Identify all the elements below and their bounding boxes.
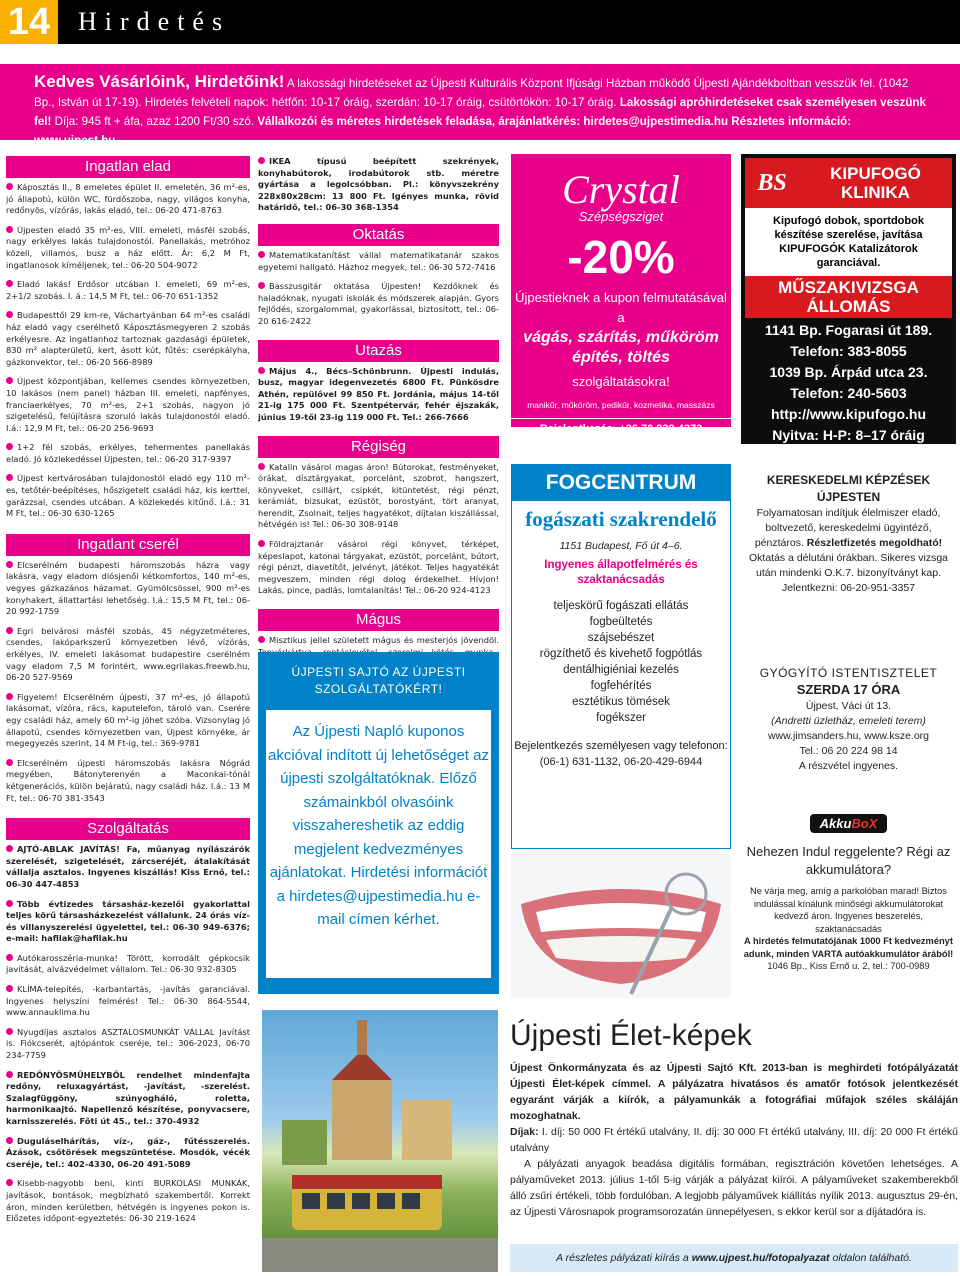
gyogyito-address: Újpest, Váci út 13.	[805, 700, 892, 712]
ad-text: Matematikatanítást vállal matematikatanár szakos egyetemi hallgató. Házhoz megyek, tel.: 06-30 572-7416	[258, 249, 499, 272]
akkubox-text	[741, 885, 956, 973]
akkubox-logo	[810, 814, 888, 833]
list-item	[6, 442, 250, 465]
ad-text: Újpest központjában, kellemes csendes környezetben, 10 lakásos (nem panel) házban III. emeleti, napfényes, franciaerkélyes, 70 m²-es, 2+1 szobás, nagyon jó szigetelésű, felújításra szoruló lakás tulajdonostól eladó. I.á.: 12,9 M Ft, tel.: 06-20 256-9693	[6, 376, 250, 433]
bullet-icon	[6, 226, 13, 233]
list-item: dentálhigiéniai kezelés	[563, 664, 679, 676]
ad-text: Földrajztanár vásárol régi könyvet, térképet, képeslapot, katonai tárgyakat, ezüstöt, porcelánt, bútort, régi pénzt, diavetítőt, jelvényt, játékot. Teljes hagyatékát megveszem, minden régi dolog érdekelhet. Hívjon! Lakás, pince, padlás, lomtalanítás! Tel.: 06-20 924-4123	[258, 539, 499, 596]
list-item: teljeskörű fogászati ellátás	[553, 600, 689, 612]
list-item	[6, 953, 250, 976]
bullet-icon	[6, 280, 13, 287]
ad-text: REDŐNYÖSMŰHELYBŐL rendelhet mindenfajta redőny, reluxagyártást, -javítást, -szerelést. Szalagfüggöny, szúnyogháló, roletta, harmonikaajtó. Napellenző készítése, ponyvacsere, karnisszerelés. Főti út 45., tel.: 370-4932	[6, 1069, 250, 1126]
fogcentrum-ad	[511, 464, 731, 849]
gyogyito-tel: Tel.: 06 20 224 98 14	[799, 745, 898, 757]
fogcentrum-booking: Bejelentkezés személyesen vagy telefonon: (06-1) 631-1132, 06-20-429-6944	[514, 740, 728, 768]
bullet-icon	[6, 627, 13, 634]
list-item: esztétikus tömések	[572, 696, 670, 708]
kipufogo-addr-1: 1141 Bp. Fogarasi út 189.	[764, 322, 933, 338]
kipufogo-web: http://www.kipufogo.hu	[771, 406, 926, 422]
elet-kepek-title: Újpesti Élet-képek	[510, 1019, 752, 1052]
photo-illustration	[262, 1010, 498, 1272]
kipufogo-addr-2: 1039 Bp. Árpád utca 23.	[769, 364, 928, 380]
footer-link[interactable]: www.ujpest.hu/fotopalyazat	[691, 1252, 830, 1264]
bullet-icon	[258, 251, 265, 258]
list-item	[6, 1178, 250, 1224]
fogcentrum-subtitle: fogászati szakrendelő	[525, 507, 717, 531]
list-item	[6, 473, 250, 519]
list-item	[258, 366, 499, 424]
fogcentrum-address: 1151 Budapest, Fő út 4–6.	[559, 540, 683, 552]
bullet-icon	[258, 540, 265, 547]
akkubox-offer: A hirdetés felmutatójának 1000 Ft kedvezményt adunk, minden VARTA autóakkumulátor árából!	[743, 936, 954, 959]
list-item	[6, 1136, 250, 1171]
bullet-icon	[6, 377, 13, 384]
elet-kepek-prizes-text: I. díj: 50 000 Ft értékű utalvány, II. díj: 30 000 Ft értékű utalvány, III. díj: 20 000 Ft értékű utalvány	[510, 1126, 958, 1154]
kipufogo-hours: Nyitva: H-P: 8–17 óráig	[772, 427, 925, 443]
crystal-line-1: Újpestieknek a kupon felmutatásával a	[515, 290, 727, 325]
list-item	[258, 156, 499, 214]
banner-lead: Kedves Vásárlóink, Hirdetőink!	[34, 72, 285, 91]
elet-kepek-body: A pályázati anyagok beadása digitális formában, regisztráción követően lehetséges. A pályaműveket 2013. július 1-től 5-ig várják a pályázat kiírói. A pályaműveket szakemberekből álló zsűri értékeli, több fordulóban. A legjobb pályaművek kiállítás nyílik 2013. augusztus 29-én, az Újpesti Városnapok programsorozatán ünnepélyesen, s ekkor kerül sor a díjátadóra is.	[510, 1158, 958, 1218]
bullet-icon	[258, 636, 265, 643]
bullet-icon	[6, 311, 13, 318]
teeth-photo	[511, 854, 731, 998]
ad-text: Több évtizedes társasház-kezelői gyakorlattal teljes körű társasházkezelést vállalunk. 24 órás víz-és villanyszerelési ügyelettel, tel.: 06-30 949-6376; e-mail: hafilak@hafilak.hu	[6, 898, 250, 944]
elet-kepek-prizes-label: Díjak:	[510, 1126, 539, 1138]
bullet-icon	[6, 693, 13, 700]
list-item	[6, 899, 250, 945]
crystal-phone: Bejelentkezés: +36 70 239 4373	[511, 418, 731, 440]
page-number: 14	[0, 0, 58, 44]
bullet-icon	[6, 954, 13, 961]
ad-text: Május 4., Bécs–Schönbrunn. Újpesti indulás, busz, magyar idegenvezetés 6800 Ft. Pünkösdre Athén, repülővel 99 850 Ft. Jordánia, május 14-től 21-ig 175 000 Ft. Szentpétervár, fehér éjszakák, június 19-től 23-ig 119 000 Ft. Tel.: 266-7666	[258, 365, 499, 422]
kipufogo-title: KIPUFOGÓ KLINIKA	[830, 164, 921, 202]
bullet-icon	[6, 900, 13, 907]
ad-text: Basszusgitár oktatása Újpesten! Kezdőknek és haladóknak, nyugati iskolák és módszerek alapján. Gyors fejlődés, szorgalommal, gyakorlással, biztosított, tel.: 06-20 616-2422	[258, 281, 499, 326]
akkubox-body: Ne várja meg, amíg a parkolóban marad! Biztos indulással kínálunk minőségi akkumulátorokat kedvező áron. Ingyenes beszerelés, szaktanácsadás	[750, 886, 947, 934]
list-item	[258, 462, 499, 532]
category-ingatlan-cserel: Ingatlant cserél	[6, 534, 250, 556]
crystal-line-2: szolgáltatásokra!	[572, 374, 670, 389]
banner-text-1: A lakossági hirdetéseket az Újpesti Kulturális Központ Ifjúsági Házban működő Újpesti Ajándékboltban vesszük fel. (1042 Bp., István út 17-19). Hirdetés felvételi napok: hétfőn: 10-17 óráig, szerdán: 10-17 óráig, csütörtökön: 10-17 óráig.	[34, 77, 909, 109]
banner-bold-2: Vállalkozói és méretes hirdetések feladása, árajánlatkérés: hirdetes@ujpestimedia.hu Részletes információ: www.ujpest.hu	[34, 115, 852, 147]
list-item	[6, 310, 250, 368]
akkubox-question: Nehezen Indul reggelente? Régi az akkumulátora?	[746, 844, 951, 877]
crystal-services: manikűr, műköröm, pedikűr, kozmetika, masszázs	[527, 400, 715, 410]
list-item: fogékszer	[596, 712, 646, 724]
bullet-icon	[6, 474, 13, 481]
ad-text: Elcserélném budapesti háromszobás házra vagy lakásra, vagy eladom diósjenői kétkomfortos, 140 m²-es, vegyes gázkazános házamat. Gyümölcsössel, 900 m²-es konyhakert, állattartási lehetőség. I.á.: 15,5 M Ft, tel.: 06-20 992-1759	[6, 559, 250, 617]
kereskedelmi-text: Folyamatosan indítjuk élelmiszer eladó, boltvezető, kereskedelmi ügyintéző, pénztáros.	[754, 507, 941, 549]
kipufogo-ad	[741, 154, 956, 444]
list-item: fogbeültetés	[589, 616, 653, 628]
fogcentrum-free-check: Ingyenes állapotfelmérés és szaktanácsadás	[544, 559, 698, 586]
ad-text: Kisebb-nagyobb beni, kinti BURKOLÁSI MUNKÁK, javítások, bontások, megbízható szakembertől. Korrekt áron, minden kerületben, hétvégén is ingyenes pokon is. Előzetes időpont-egyeztetés: 06-30 219-1624	[6, 1178, 250, 1224]
list-item	[6, 560, 250, 618]
crystal-logo: Crystal	[562, 167, 680, 212]
elet-kepek-prizes	[510, 1124, 958, 1156]
classifieds-column-2	[258, 156, 499, 678]
ad-text: Katalin vásárol magas áron! Bútorokat, festményeket, órákat, dísztárgyakat, porcelánt, szobrot, hangszert, könyveket, csillárt, csipkét, kitüntetést, régi pénzt, kerámiát, bizsukat, ezüstöt, borostyánt, tört aranyat, herendit, Zsolnait, teljes hagyatékot, díjtalan kiszállással, hétvégén is! Tel.: 06-30 308-9148	[258, 461, 499, 530]
crystal-subtitle: Szépségsziget	[578, 209, 664, 224]
sajto-heading: ÚJPESTI SAJTÓ AZ ÚJPESTI SZOLGÁLTATÓKÉRT!	[291, 665, 466, 696]
kereskedelmi-title: KERESKEDELMI KÉPZÉSEK ÚJPESTEN	[766, 473, 931, 504]
bullet-icon	[258, 282, 265, 289]
kereskedelmi-text-2: Oktatás a délutáni órákban. Sikeres vizsga után mindenki O.K.7. bizonyítványt kap. Jelentkezni: 06-20-951-3357	[748, 552, 949, 594]
list-item	[258, 539, 499, 597]
ad-text: Elcserélném újpesti háromszobás lakásra Nógrád megyében, Bátonyterenyén a Maconkai-tónál kétgenerációs, külön bejáratú, nagy családi ház. I.á.: 13 M Ft, tel.: 06-70 381-3543	[6, 757, 250, 803]
footer-text-a: A részletes pályázati kiírás a	[556, 1252, 692, 1264]
kereskedelmi-bold: Részletfizetés megoldható!	[806, 537, 943, 549]
category-utazas: Utazás	[258, 340, 499, 362]
bullet-icon	[6, 1071, 13, 1078]
list-item	[6, 376, 250, 434]
kipufogo-tel-1: Telefon: 383-8055	[790, 343, 907, 359]
ad-text: AJTÓ-ABLAK JAVÍTÁS! Fa, műanyag nyílászárók szerelését, szigetelését, zárcseréjét, átalakítását vállalja asztalos. Ingyenes kiszállás! Kiss Ernő, tel.: 06-30 447-4853	[6, 844, 250, 889]
bullet-icon	[258, 367, 265, 374]
bullet-icon	[258, 157, 265, 164]
footer-text-c: oldalon található.	[829, 1252, 912, 1264]
category-magus: Mágus	[258, 609, 499, 631]
ad-text: Budapesttől 29 km-re, Váchartyánban 64 m²-es családi ház eladó vagy cserélhető Káposztásmegyeren 2 szobás erkélyesre. Az ingatlanhoz tartoznak gazdasági épületek, 830 m² alapterületű, kert, ásott kút, fűtés: cserépkályha, gázkonvektor, tel.: 06-20 566-8989	[6, 310, 250, 367]
kipufogo-brand: BS	[757, 169, 787, 196]
ad-text: Egri belvárosi másfél szobás, 45 négyzetméteres, csendes, lakóparkszerű környezetben lévő, vízórás, erkélyes, IV. emeleti lakásomat budapestire cserélném vagy eladom 7,5 M forintért, www.egrilakas.freewb.hu, 06-20 527-9569	[6, 625, 250, 683]
kipufogo-tel-2: Telefon: 240-5603	[790, 385, 907, 401]
category-regiseg: Régiség	[258, 436, 499, 458]
bullet-icon	[6, 1028, 13, 1035]
list-item	[6, 279, 250, 302]
akkubox-address: 1046 Bp., Kiss Ernő u. 2, tel.: 700-0989	[767, 961, 930, 971]
bullet-icon	[6, 1179, 13, 1186]
akkubox-logo-a: Akku	[819, 816, 852, 831]
list-item: rögzíthető és kivehető fogpótlás	[539, 648, 703, 660]
list-item	[6, 626, 250, 684]
akkubox-logo-b: BoX	[851, 816, 878, 831]
elet-kepek-article	[510, 1018, 958, 1264]
ad-text: Eladó lakás! Erdősor utcában I. emeleti, 69 m²-es, 2+1/2 szobás. I. á.: 14,5 M Ft, tel.: 06-70 651-1352	[6, 279, 250, 301]
bullet-icon	[6, 183, 13, 190]
bullet-icon	[6, 1137, 13, 1144]
sajto-promo-box	[258, 652, 499, 994]
info-banner	[0, 64, 960, 147]
list-item	[6, 1027, 250, 1062]
city-tram-photo	[262, 1010, 498, 1272]
gyogyito-day: SZERDA 17 ÓRA	[796, 682, 901, 697]
list-item: szájsebészet	[587, 632, 655, 644]
gyogyito-title: GYÓGYÍTÓ ISTENTISZTELET	[759, 666, 938, 680]
gyogyito-web: www.jimsanders.hu, www.ksze.org	[767, 730, 930, 742]
category-szolgaltatas: Szolgáltatás	[6, 818, 250, 840]
list-item	[6, 1070, 250, 1128]
list-item	[6, 692, 250, 750]
list-item	[258, 281, 499, 327]
ad-text: Nyugdíjas asztalos ASZTALOSMUNKÁT VÁLLAL Javítást is. Fiókcserét, ajtópántok cseréje, tel.: 306-2023, 06-70 234-7759	[6, 1026, 250, 1061]
crystal-bold: vágás, szárítás, műköröm építés, töltés	[523, 329, 719, 366]
ad-text: Újpesten eladó 35 m²-es, VIII. emeleti, másfél szobás, nagy erkélyes lakás tulajdonostól. Panellakás, metróhoz közeli, villamos, busz a ház előtt. Ár: 6,2 M Ft, ingatlanosok kíméljenek, tel.: 06-20 504-9072	[6, 224, 250, 270]
ad-text: 1+2 fél szobás, erkélyes, tehermentes panellakás eladó. Jó közlekedéssel Újpesten, tel.: 06-20 317-9397	[6, 442, 250, 464]
fogcentrum-services	[512, 598, 730, 726]
list-item	[6, 182, 250, 217]
ad-text: Újpest kertvárosában tulajdonostól eladó egy 110 m²-es, tetőtér-beépítéses, hőszigetelt családi ház, kis kerttel, garázzsal, csendes utcában. A közlekedés kitűnő. I.á.: 31 M Ft, tel.: 06-30 630-1265	[6, 473, 250, 519]
bullet-icon	[6, 985, 13, 992]
ad-text: KLÍMA-telepítés, -karbantartás, -javítás garanciával. Ingyenes helyszíni felmérés! Tel.: 06-30 864-5544, www.annauklima.hu	[6, 984, 250, 1018]
bullet-icon	[6, 845, 13, 852]
bullet-icon	[6, 561, 13, 568]
kipufogo-exam: MŰSZAKIVIZSGA ÁLLOMÁS	[745, 276, 952, 318]
crystal-ad	[511, 154, 731, 456]
category-oktatas: Oktatás	[258, 224, 499, 246]
ad-text: Autókarosszéria-munka! Törött, korrodált gépkocsik javítását, alvázvédelmet vállalom. Tel.: 06-30 932-8305	[6, 952, 250, 975]
akkubox-ad	[741, 814, 956, 973]
elet-kepek-lead: Újpest Önkormányzata és az Újpesti Sajtó Kft. 2013-ban is meghirdeti fotópályázatát Újpesti Élet-képek címmel. A pályázatra hivatásos és amatőr fotósok jelentkezését egyaránt várják a kiírók, a pályamunkák a fotográfiai műfajok széles skáláján mozoghatnak.	[510, 1062, 958, 1122]
kipufogo-body: Kipufogó dobok, sportdobok készítése szerelése, javítása KIPUFOGÓK Katalizátorok garanciával.	[745, 208, 952, 276]
page-header	[0, 0, 960, 44]
bullet-icon	[6, 759, 13, 766]
list-item	[6, 758, 250, 804]
list-item: fogfehérítés	[590, 680, 652, 692]
kereskedelmi-ad	[741, 472, 956, 596]
list-item	[6, 844, 250, 890]
gyogyito-note: (Andretti üzletház, emeleti terem)	[771, 715, 926, 727]
ad-text: Káposztás II., 8 emeletes épület II. emeletén, 36 m²-es, jó állapotú, külön WC, fürdőszoba, nagy, világos konyha, redőnyös, vízórás, lakás eladó, tel.: 06-20 471-8763	[6, 182, 250, 216]
fogcentrum-title: FOGCENTRUM	[512, 465, 730, 501]
section-title: Hirdetés	[78, 7, 231, 36]
gyogyito-ad	[741, 666, 956, 774]
elet-kepek-footer	[510, 1244, 958, 1272]
list-item	[6, 225, 250, 271]
classifieds-column-1	[6, 156, 250, 1233]
ad-text: Duguláselhárítás, víz-, gáz-, fűtésszerelés. Ázások, csőtörések megszüntetése. Mosdók, vécék cseréje, tel.: 402-4330, 06-20 491-5089	[6, 1135, 250, 1169]
ad-text: Figyelem! Elcserélném újpesti, 37 m²-es, jó állapotú lakásomat, vízóra, rács, kaputelefon, tároló van. Cserére egy családi ház, amely 60 m²-ig jöhet szóba. Vizsonylag jó állapotú, csendes környezetben van, Újpest környéke, ár megegyezés szerint, 14 M Ft-ig, tel.: 369-9781	[6, 691, 250, 749]
category-ingatlan-elad: Ingatlan elad	[6, 156, 250, 178]
crystal-address: 1043 Budapest, Munkásotthon u. 18.	[543, 446, 699, 456]
ad-text: Misztikus jellel született mágus és mesterjós jövendöl.	[269, 635, 499, 646]
crystal-discount: -20%	[567, 231, 675, 283]
bullet-icon	[258, 463, 265, 470]
list-item	[6, 984, 250, 1019]
bullet-icon	[6, 443, 13, 450]
banner-text-2: Díja: 945 ft + áfa, azaz 1200 Ft/30 szó.	[51, 115, 258, 128]
gyogyito-free: A részvétel ingyenes.	[798, 760, 899, 772]
banner-bold-1: Lakossági apróhirdetéseket csak személyesen veszünk fel!	[34, 96, 926, 128]
list-item	[258, 250, 499, 273]
ad-text: IKEA típusú beépített szekrények, konyhabútorok, irodabútorok stb. méretre gyártása a legolcsóbban. Pl.: könyvszekrény 228x80x28cm: 13 800 Ft. Igényes munka, rövid határidő, tel.: 06-30 368-1354	[258, 156, 499, 213]
sajto-text: Az Újpesti Napló kuponos akcióval indított új lehetőséget az újpesti szolgáltatóknak. Előző számainkból olvasóink visszahereshetik az eddig megjelent kedvezményes ajánlatokat. Hirdetési információt a hirdetes@ujpestimedia.hu e-mail címen kérhet.	[266, 710, 491, 978]
smile-illustration	[511, 854, 731, 998]
kipufogo-header	[745, 158, 952, 208]
